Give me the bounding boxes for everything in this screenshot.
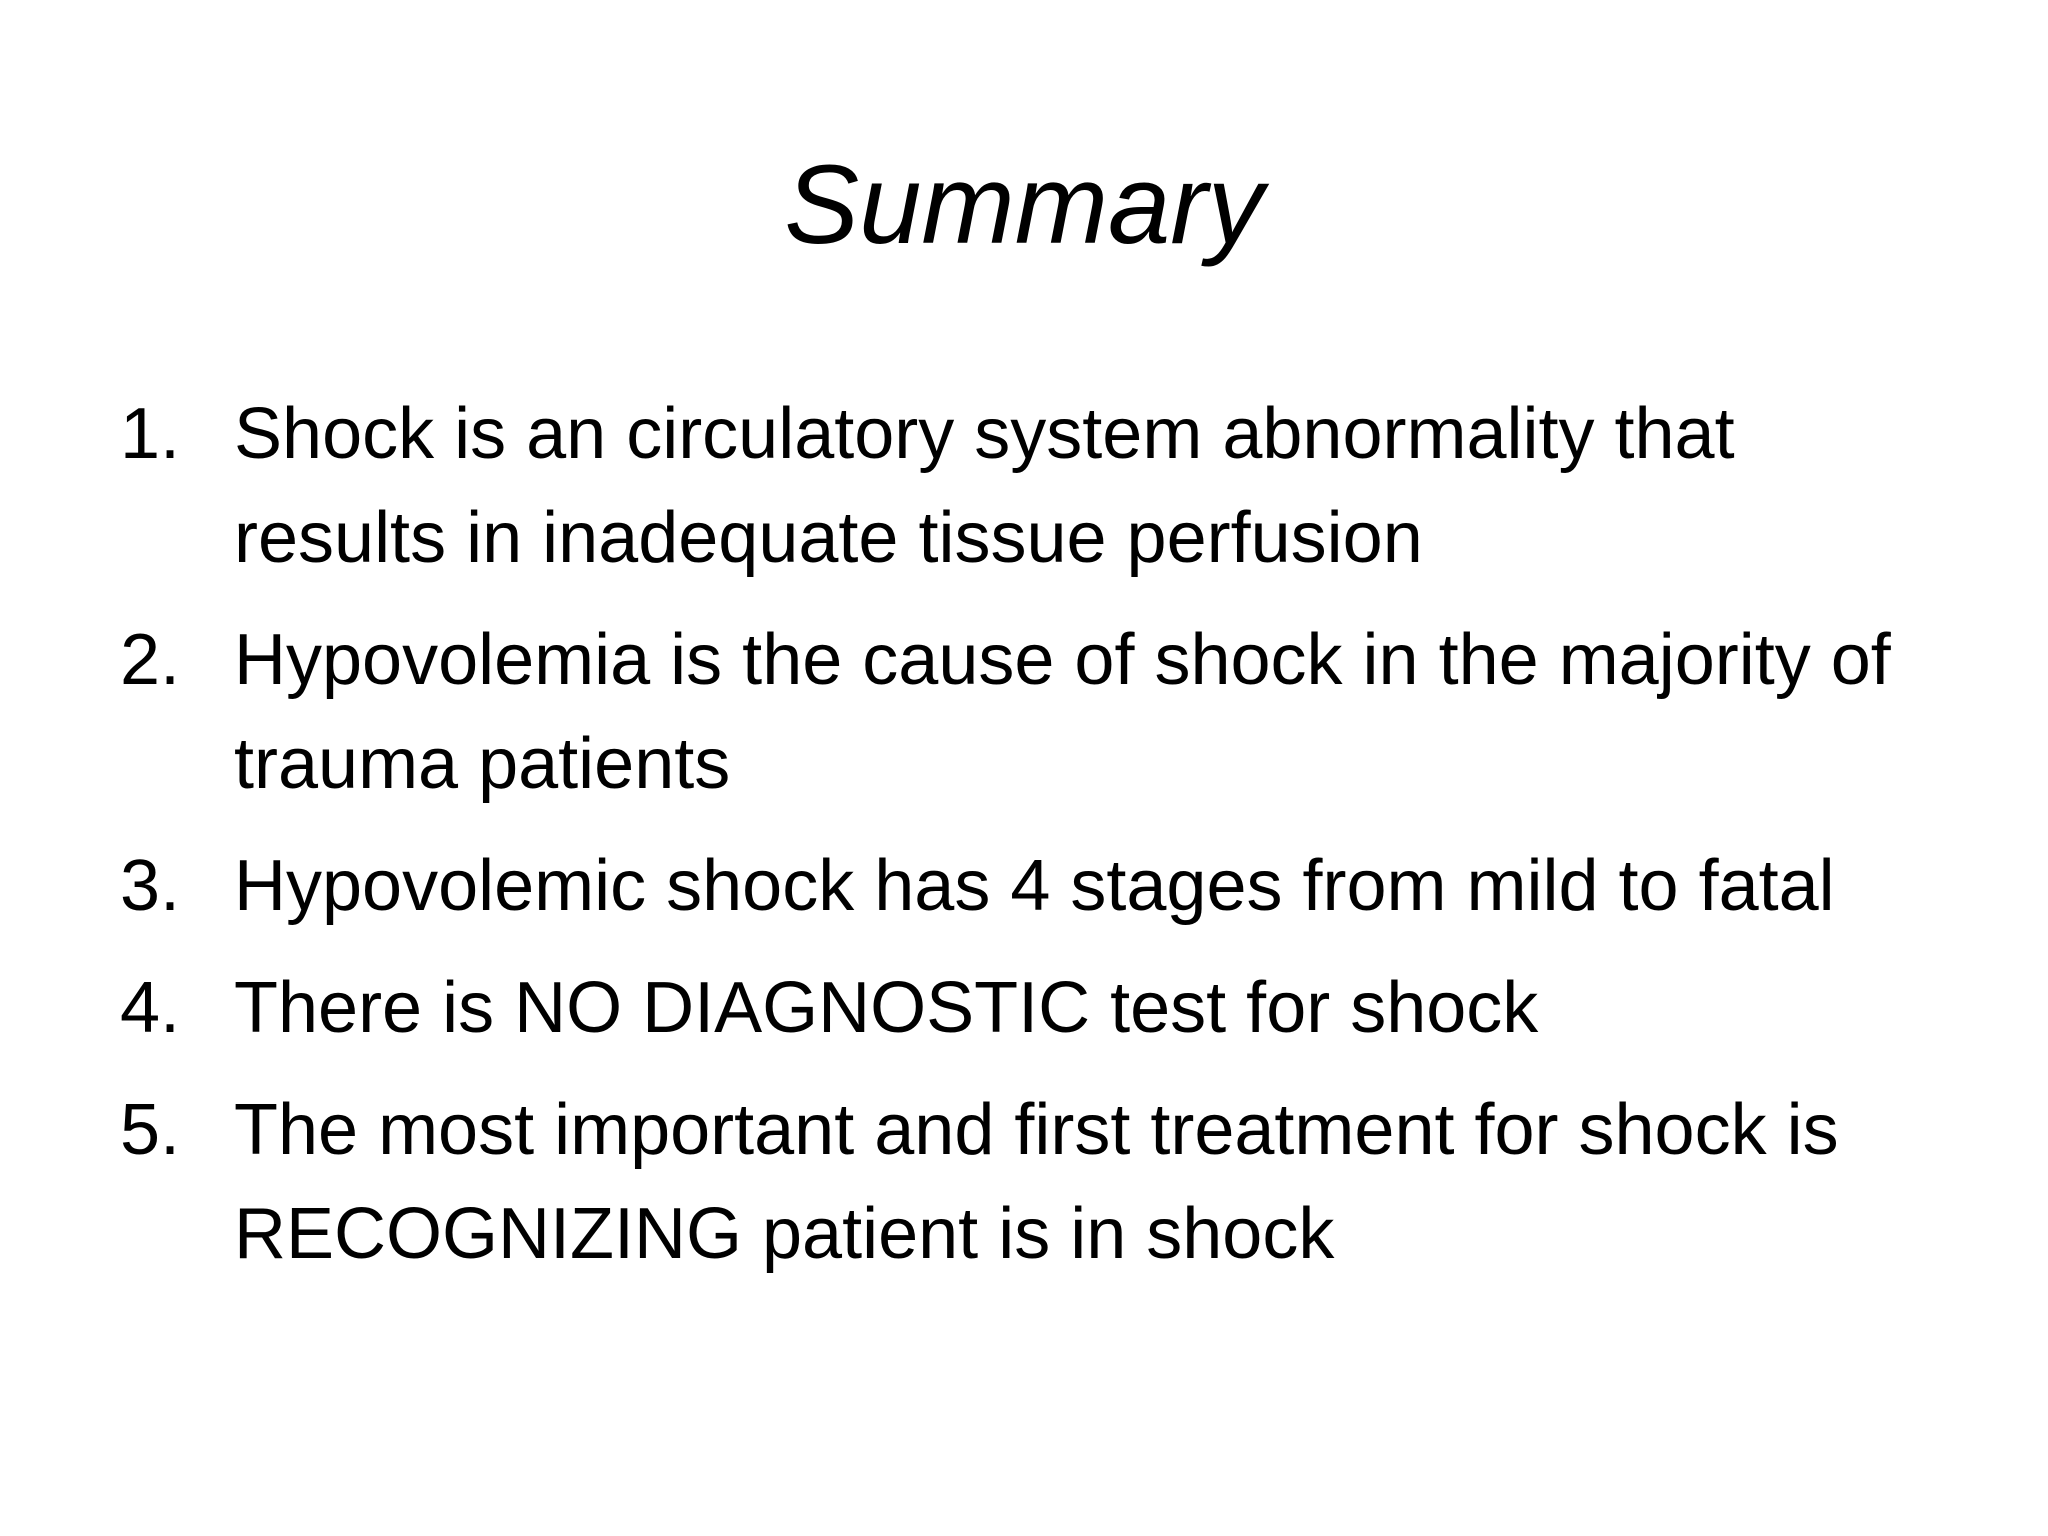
summary-item-3 <box>120 834 1920 938</box>
item-number: 4. <box>120 968 181 1048</box>
slide-title: Summary <box>784 142 1264 267</box>
item-number: 3. <box>120 846 181 926</box>
item-number: 1. <box>120 394 181 474</box>
item-text: Shock is an circulatory system abnormality that results in inadequate tissue perfusion <box>234 394 1735 578</box>
item-text: Hypovolemia is the cause of shock in the majority of trauma patients <box>234 620 1891 804</box>
summary-item-1 <box>120 382 1920 590</box>
summary-list <box>120 382 1920 1304</box>
item-text: There is NO DIAGNOSTIC test for shock <box>234 968 1539 1048</box>
item-number: 5. <box>120 1090 181 1170</box>
summary-item-4 <box>120 956 1920 1060</box>
summary-item-2 <box>120 608 1920 816</box>
item-text: Hypovolemic shock has 4 stages from mild to fatal <box>234 846 1835 926</box>
item-number: 2. <box>120 620 181 700</box>
summary-item-5 <box>120 1078 1920 1286</box>
item-text: The most important and first treatment for shock is RECOGNIZING patient is in shock <box>234 1090 1839 1274</box>
